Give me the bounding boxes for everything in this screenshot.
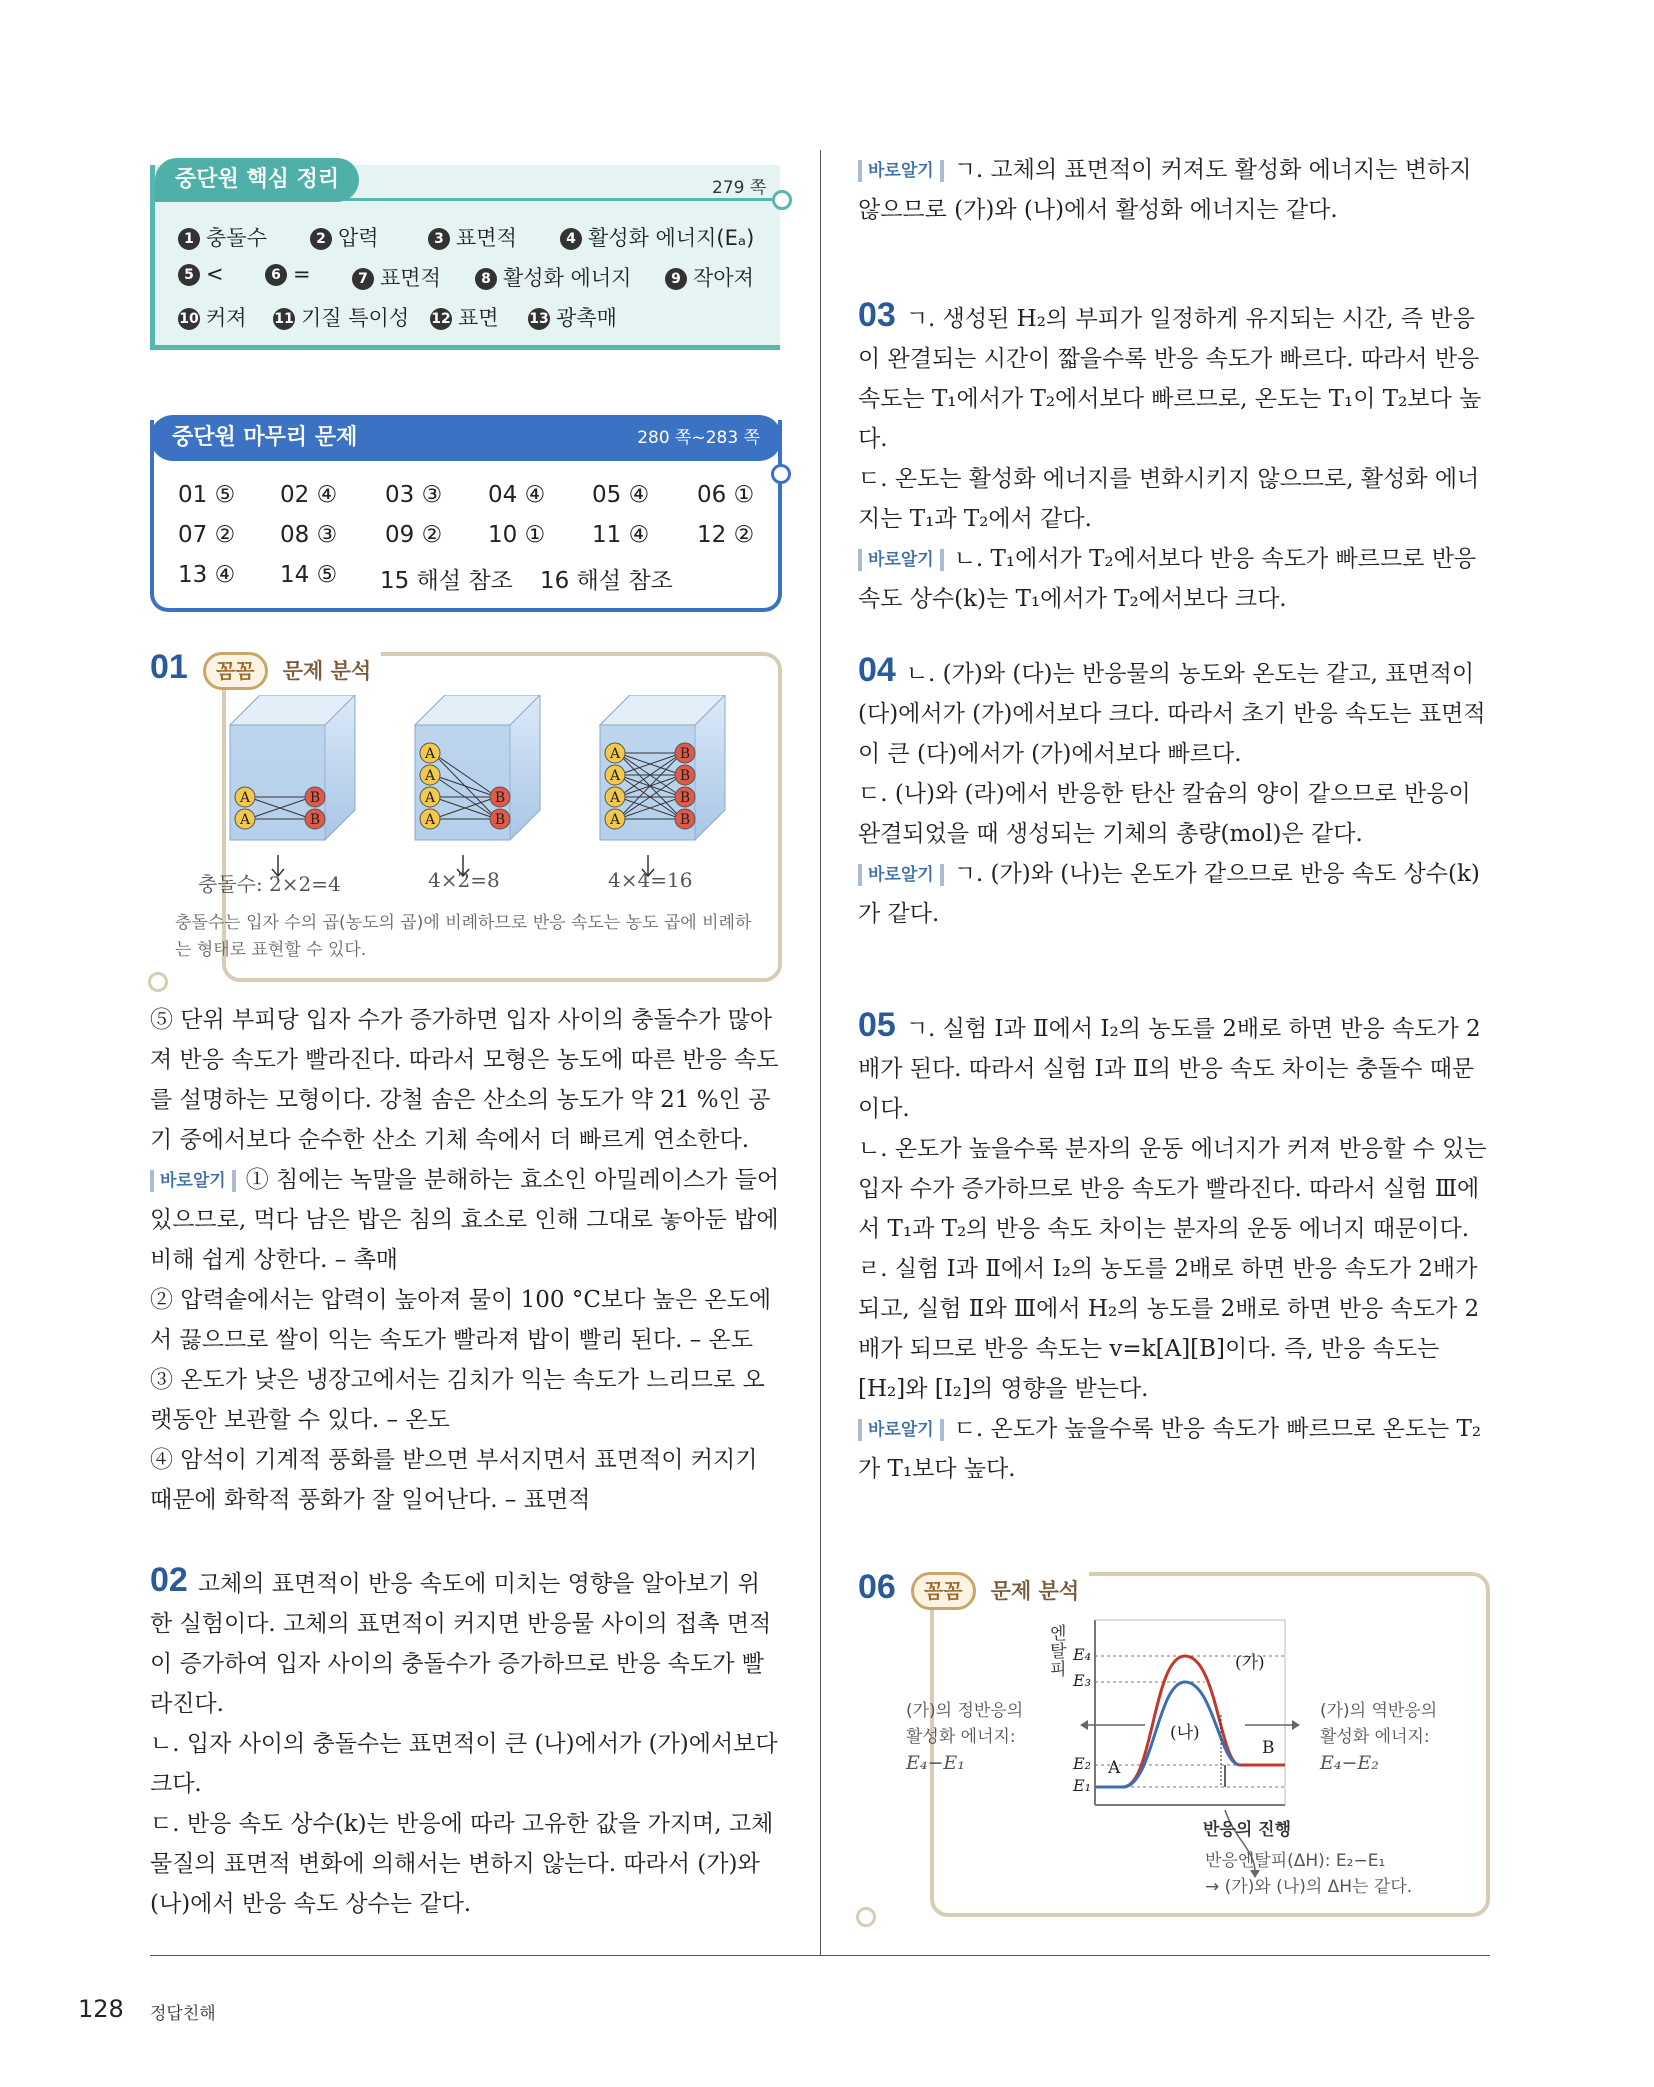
y-axis-label: 엔탈피 (1050, 1624, 1067, 1680)
collision-cube-2 (415, 695, 540, 876)
svg-text:B: B (494, 790, 506, 806)
x-axis-label: 반응의 진행 (1203, 1820, 1292, 1840)
answer-item: 02 ④ (280, 482, 338, 508)
summary-dot (772, 190, 792, 210)
q04-tag: 바로알기 (858, 864, 944, 886)
svg-text:A: A (424, 790, 436, 806)
q04-number: 04 (858, 651, 896, 689)
q01-para-1: ⑤ 단위 부피당 입자 수가 증가하면 입자 사이의 충돌수가 많아져 반응 속도가 빨라진다. 따라서 모형은 농도에 따른 반응 속도를 설명하는 모형이다. 강철 솜은 산소의 농도가 약 21 %인 공기 중에서보다 순수한 산소 기체 속에서 더 빠르게 연소한다. (150, 1007, 779, 1153)
svg-text:A: A (239, 790, 251, 806)
answer-item: 04 ④ (488, 482, 546, 508)
answer-item: 01 ⑤ (178, 482, 236, 508)
number-badge: 9 (665, 268, 687, 290)
svg-text:A: A (239, 812, 251, 828)
q05-explanation (858, 1005, 1490, 1489)
review-header (150, 415, 782, 461)
analysis-dot-06 (856, 1907, 876, 1927)
right-note-1: (가)의 역반응의 (1320, 1701, 1438, 1721)
q03-para-2: ㄷ. 온도는 활성화 에너지를 변화시키지 않으므로, 활성화 에너지는 T₁과 T₂에서 같다. (858, 466, 1480, 532)
q04-para-3: 바로알기 ㄱ. (가)와 (나)는 온도가 같으므로 반응 속도 상수(k)가 같다. (858, 861, 1480, 927)
summary-item-6: 6 = (265, 262, 311, 286)
q05-para-3: ㄹ. 실험 Ⅰ과 Ⅱ에서 I₂의 농도를 2배로 하면 반응 속도가 2배가 되고, 실험 Ⅱ와 Ⅲ에서 H₂의 농도를 2배로 하면 반응 속도가 2배가 되므로 반응 속도는 v=k[A][B]이다. 즉, 반응 속도는 [H₂]와 [I₂]의 영향을 받는다. (858, 1256, 1480, 1402)
q01-badge-title: 문제 분석 (282, 659, 372, 683)
left-note-2: 활성화 에너지: (906, 1727, 1016, 1747)
q01-caption: 충돌수는 입자 수의 곱(농도의 곱)에 비례하므로 반응 속도는 농도 곱에 비례하는 형태로 표현할 수 있다. (175, 913, 752, 960)
svg-text:B: B (679, 812, 691, 828)
level-E2: E₂ (1073, 1754, 1092, 1773)
svg-text:A: A (609, 768, 621, 784)
number-badge: 11 (273, 308, 295, 330)
q06-number: 06 (858, 1568, 896, 1606)
number-badge: 7 (352, 268, 374, 290)
collision-cube-1 (230, 695, 355, 876)
q02-explanation (150, 1560, 782, 1924)
left-note (906, 1698, 1023, 1776)
page-number: 128 (78, 1995, 124, 2023)
summary-item-4: 4 활성화 에너지(Eₐ) (560, 222, 754, 252)
curve-label-na: (나) (1170, 1723, 1200, 1743)
point-A: A (1108, 1758, 1121, 1778)
q05-number: 05 (858, 1006, 896, 1044)
svg-text:B: B (309, 812, 321, 828)
number-badge: 12 (430, 308, 452, 330)
summary-item-3: 3 표면적 (428, 222, 517, 252)
q06-badge: 꼼꼼 (911, 1572, 976, 1610)
answer-item: 03 ③ (385, 482, 443, 508)
summary-item-11: 11 기질 특이성 (274, 306, 410, 330)
q03-para-3: 바로알기 ㄴ. T₁에서가 T₂에서보다 반응 속도가 빠르므로 반응 속도 상수(k)는 T₁에서가 T₂에서보다 크다. (858, 546, 1477, 612)
number-badge: 2 (310, 228, 332, 250)
answer-item: 16 해설 참조 (540, 568, 673, 594)
q01-para-3: ② 압력솥에서는 압력이 높아져 물이 100 °C보다 높은 온도에서 끓으므로 쌀이 익는 속도가 빨라져 밥이 빨리 된다. – 온도 (150, 1287, 772, 1353)
answer-item: 14 ⑤ (280, 562, 338, 588)
answer-item: 12 ② (697, 522, 755, 548)
answer-item: 07 ② (178, 522, 236, 548)
q02-tag: 바로알기 (858, 160, 944, 182)
summary-item-5: 5 < (178, 262, 224, 286)
answer-item: 08 ③ (280, 522, 338, 548)
svg-text:A: A (609, 746, 621, 762)
q01-para-4: ③ 온도가 낮은 냉장고에서는 김치가 익는 속도가 느리므로 오랫동안 보관할 수 있다. – 온도 (150, 1367, 765, 1433)
summary-item-1: 1 충돌수 (178, 222, 267, 252)
svg-text:B: B (309, 790, 321, 806)
bottom-note-1: 반응엔탈피(ΔH): E₂−E₁ (1205, 1851, 1386, 1871)
q02-para-1: 02 고체의 표면적이 반응 속도에 미치는 영향을 알아보기 위한 실험이다. 고체의 표면적이 커지면 반응물 사이의 접촉 면적이 증가하여 입자 사이의 충돌수가 증가하므로 반응 속도가 빨라진다. (150, 1561, 772, 1717)
svg-text:A: A (424, 812, 436, 828)
q05-tag: 바로알기 (858, 1419, 944, 1441)
summary-item-9: 9 작아져 (665, 262, 754, 292)
q04-para-2: ㄷ. (나)와 (라)에서 반응한 탄산 칼슘의 양이 같으므로 반응이 완결되었을 때 생성되는 기체의 총량(mol)은 같다. (858, 781, 1471, 847)
q05-para-4: 바로알기 ㄷ. 온도가 높을수록 반응 속도가 빠르므로 온도는 T₂가 T₁보다 높다. (858, 1416, 1482, 1482)
left-note-1: (가)의 정반응의 (906, 1701, 1024, 1721)
q01-explanation (150, 1000, 782, 1520)
collision-cube-3 (600, 695, 725, 876)
right-note-2: 활성화 에너지: (1320, 1727, 1430, 1747)
summary-item-12: 12 표면 (431, 306, 499, 330)
svg-text:B: B (679, 790, 691, 806)
cube-label-2: 4×2=8 (428, 868, 500, 892)
answer-item: 13 ④ (178, 562, 236, 588)
answer-item: 05 ④ (592, 482, 650, 508)
q01-number: 01 (150, 648, 188, 686)
q01-para-5: ④ 암석이 기계적 풍화를 받으면 부서지면서 표면적이 커지기 때문에 화학적 풍화가 잘 일어난다. – 표면적 (150, 1447, 758, 1513)
summary-item-7: 7 표면적 (352, 262, 441, 292)
cube-label-3: 4×4=16 (608, 868, 693, 892)
analysis-dot-01 (148, 972, 168, 992)
svg-text:A: A (609, 812, 621, 828)
q03-number: 03 (858, 296, 896, 334)
answer-item: 15 해설 참조 (380, 568, 513, 594)
footer-rule (150, 1955, 1490, 1956)
bottom-note (1205, 1848, 1412, 1900)
q06-badge-title: 문제 분석 (990, 1579, 1080, 1603)
summary-item-8: 8 활성화 에너지 (475, 262, 631, 292)
level-E4: E₄ (1073, 1645, 1092, 1664)
svg-text:A: A (424, 768, 436, 784)
column-divider (820, 150, 821, 1955)
q05-para-1: 05 ㄱ. 실험 Ⅰ과 Ⅱ에서 I₂의 농도를 2배로 하면 반응 속도가 2배가 된다. 따라서 실험 Ⅰ과 Ⅱ의 반응 속도 차이는 충돌수 때문이다. (858, 1006, 1481, 1122)
review-dot (771, 464, 791, 484)
svg-text:B: B (494, 812, 506, 828)
summary-item-13: 13 광촉매 (529, 306, 617, 330)
q04-para-1: 04 ㄴ. (가)와 (다)는 반응물의 농도와 온도는 같고, 표면적이 (다)에서가 (가)에서보다 크다. 따라서 초기 반응 속도는 표면적이 큰 (다)에서가 (가)에서보다 빠르다. (858, 651, 1486, 767)
right-note (1320, 1698, 1437, 1776)
level-E1: E₁ (1073, 1776, 1092, 1795)
answer-item: 09 ② (385, 522, 443, 548)
q02-tag-para: 바로알기 ㄱ. 고체의 표면적이 커져도 활성화 에너지는 변하지 않으므로 (가)와 (나)에서 활성화 에너지는 같다. (858, 157, 1472, 223)
summary-page-ref: 279 쪽 (712, 178, 767, 198)
cube-label-1: 충돌수: 2×2=4 (198, 872, 341, 896)
bottom-note-2: → (가)와 (나)의 ΔH는 같다. (1205, 1877, 1413, 1897)
number-badge: 5 (178, 264, 200, 286)
q03-para-1: 03 ㄱ. 생성된 H₂의 부피가 일정하게 유지되는 시간, 즉 반응이 완결되는 시간이 짧을수록 반응 속도가 빠르다. 따라서 반응 속도는 T₁에서가 T₂에서보다 빠르므로, 온도는 T₁이 T₂보다 높다. (858, 296, 1482, 452)
number-badge: 10 (178, 308, 200, 330)
q02-number: 02 (150, 1561, 188, 1599)
summary-item-10: 10 커져 (179, 306, 247, 330)
review-title: 중단원 마무리 문제 (172, 425, 358, 450)
q03-explanation (858, 295, 1490, 619)
answer-item: 10 ① (488, 522, 546, 548)
q01-badge: 꼼꼼 (203, 652, 268, 690)
number-badge: 4 (560, 228, 582, 250)
answer-item: 06 ① (697, 482, 755, 508)
summary-title: 중단원 핵심 정리 (155, 158, 359, 202)
q04-explanation (858, 650, 1490, 934)
number-badge: 3 (428, 228, 450, 250)
right-note-3: E₄−E₂ (1320, 1752, 1379, 1774)
q02-para-2: ㄴ. 입자 사이의 충돌수는 표면적이 큰 (나)에서가 (가)에서보다 크다. (150, 1731, 778, 1797)
q01-header (150, 648, 381, 690)
number-badge: 8 (475, 268, 497, 290)
svg-text:A: A (609, 790, 621, 806)
svg-text:B: B (679, 768, 691, 784)
footer-label: 정답친해 (150, 2004, 216, 2024)
left-note-3: E₄−E₁ (906, 1752, 965, 1774)
answer-item: 11 ④ (592, 522, 650, 548)
curve-label-ga: (가) (1235, 1653, 1265, 1673)
summary-item-2: 2 압력 (310, 222, 379, 252)
number-badge: 1 (178, 228, 200, 250)
point-B: B (1262, 1738, 1275, 1758)
level-E3: E₃ (1073, 1671, 1092, 1690)
q05-para-2: ㄴ. 온도가 높을수록 분자의 운동 에너지가 커져 반응할 수 있는 입자 수가 증가하므로 반응 속도가 빨라진다. 따라서 실험 Ⅲ에서 T₁과 T₂의 반응 속도 차이는 분자의 운동 에너지 때문이다. (858, 1136, 1487, 1242)
q01-tag: 바로알기 (150, 1170, 236, 1192)
q01-para-2: 바로알기 ① 침에는 녹말을 분해하는 효소인 아밀레이스가 들어 있으므로, 먹다 남은 밥은 침의 효소로 인해 그대로 놓아둔 밥에 비해 쉽게 상한다. – 촉매 (150, 1167, 780, 1273)
svg-text:B: B (679, 746, 691, 762)
number-badge: 13 (528, 308, 550, 330)
review-page-ref: 280 쪽~283 쪽 (637, 428, 760, 448)
q02-para-3: ㄷ. 반응 속도 상수(k)는 반응에 따라 고유한 값을 가지며, 고체 물질의 표면적 변화에 의해서는 변하지 않는다. 따라서 (가)와 (나)에서 반응 속도 상수는 같다. (150, 1811, 774, 1917)
q02-continued (858, 150, 1490, 230)
q03-tag: 바로알기 (858, 549, 944, 571)
svg-text:A: A (424, 746, 436, 762)
q06-header (858, 1568, 1089, 1610)
number-badge: 6 (265, 264, 287, 286)
